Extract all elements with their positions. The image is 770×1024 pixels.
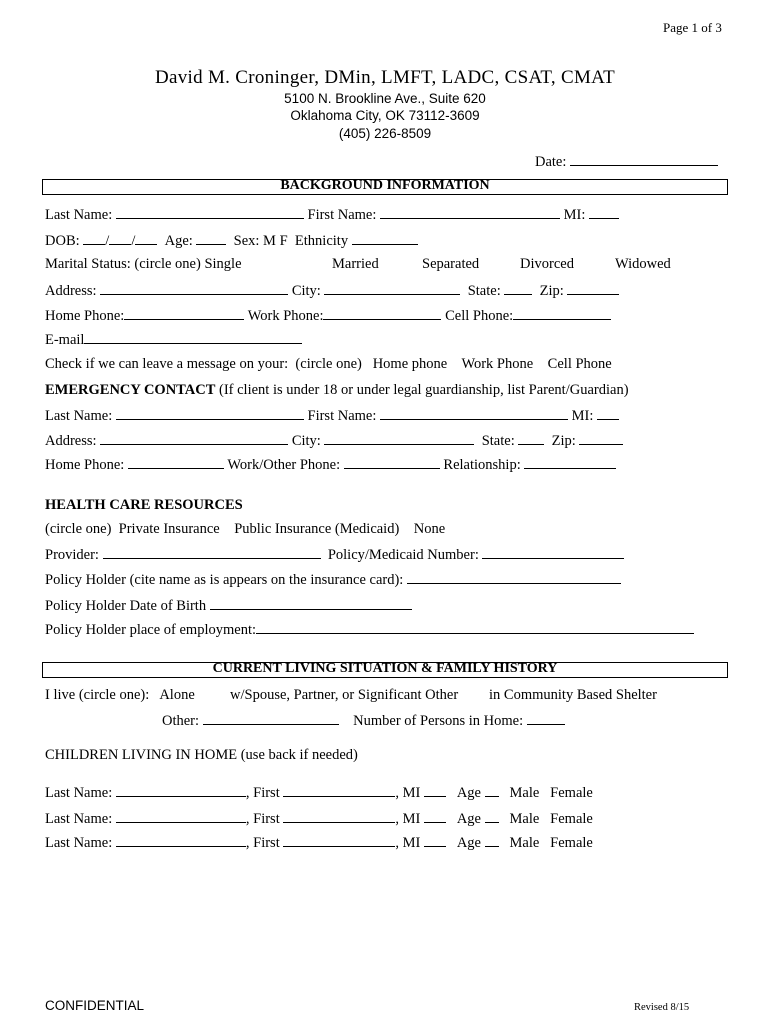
emergency-relationship-input[interactable]: [524, 456, 616, 469]
child-row: [45, 810, 593, 828]
cell-phone-label: Cell Phone:: [445, 308, 514, 324]
work-phone-input[interactable]: [323, 307, 441, 320]
cell-phone-input[interactable]: [513, 307, 611, 320]
living-other-label: Other:: [162, 713, 200, 729]
date-label: Date:: [535, 154, 567, 170]
policy-dob-input[interactable]: [210, 597, 412, 610]
emergency-title: EMERGENCY CONTACT: [45, 382, 216, 398]
provider-label: Provider:: [45, 547, 99, 563]
email-label: E-mail: [45, 332, 85, 348]
provider-row: [45, 546, 624, 564]
emergency-zip-input[interactable]: [579, 432, 623, 445]
practice-address-line1: 5100 N. Brookline Ave., Suite 620: [284, 91, 486, 106]
emergency-work-phone-input[interactable]: [344, 456, 440, 469]
revised-date: Revised 8/15: [634, 1002, 690, 1013]
child-mi-label: , MI: [395, 835, 421, 851]
home-phone-label: Home Phone:: [45, 308, 125, 324]
state-input[interactable]: [504, 282, 532, 295]
policy-holder-row: [45, 571, 621, 589]
dob-label: DOB:: [45, 233, 80, 249]
first-name-input[interactable]: [380, 206, 560, 219]
phone-row: [45, 307, 611, 325]
child-first-name-input[interactable]: [283, 810, 395, 823]
child-first-name-label: , First: [245, 785, 280, 801]
living-other-input[interactable]: [203, 712, 339, 725]
last-name-row: [45, 206, 619, 224]
child-age-label: Age: [456, 785, 481, 801]
child-first-name-label: , First: [245, 811, 280, 827]
emergency-state-input[interactable]: [518, 432, 544, 445]
child-last-name-input[interactable]: [116, 834, 246, 847]
emergency-first-name-label: First Name:: [307, 408, 377, 424]
policy-dob-label: Policy Holder Date of Birth: [45, 598, 207, 614]
child-mi-label: , MI: [395, 811, 421, 827]
emergency-home-phone-label: Home Phone:: [45, 457, 125, 473]
child-sex-options[interactable]: Male Female: [509, 785, 593, 801]
child-last-name-label: Last Name:: [45, 785, 113, 801]
child-sex-options[interactable]: Male Female: [509, 811, 593, 827]
first-name-label: First Name:: [307, 207, 377, 223]
work-phone-label: Work Phone:: [247, 308, 324, 324]
last-name-label: Last Name:: [45, 207, 113, 223]
marital-separated[interactable]: Separated: [422, 256, 480, 272]
marital-divorced[interactable]: Divorced: [520, 256, 574, 272]
dob-month-input[interactable]: [83, 232, 105, 245]
emergency-address-label: Address:: [45, 433, 97, 449]
child-last-name-input[interactable]: [116, 810, 246, 823]
ethnicity-label: Ethnicity: [294, 233, 349, 249]
age-label: Age:: [164, 233, 193, 249]
emergency-city-label: City:: [291, 433, 321, 449]
dob-slash: /: [105, 233, 110, 249]
child-mi-input[interactable]: [424, 784, 446, 797]
child-last-name-label: Last Name:: [45, 835, 113, 851]
message-preference[interactable]: Check if we can leave a message on your: (circle one) Home phone Work Phone Cell Phone: [45, 356, 612, 372]
confidential-footer: CONFIDENTIAL: [45, 998, 145, 1013]
dob-year-input[interactable]: [135, 232, 157, 245]
living-other-row: [162, 712, 565, 730]
children-title: CHILDREN LIVING IN HOME (use back if needed): [45, 747, 358, 763]
child-sex-options[interactable]: Male Female: [509, 835, 593, 851]
address-row: [45, 282, 619, 300]
ethnicity-input[interactable]: [352, 232, 418, 245]
policy-holder-label: Policy Holder (cite name as is appears on the insurance card):: [45, 572, 404, 588]
sex-options[interactable]: Sex: M F: [233, 233, 288, 249]
emergency-last-name-label: Last Name:: [45, 408, 113, 424]
emergency-note: (If client is under 18 or under legal guardianship, list Parent/Guardian): [215, 382, 629, 398]
live-shelter-option[interactable]: in Community Based Shelter: [489, 687, 657, 703]
emergency-mi-label: MI:: [571, 408, 594, 424]
child-first-name-label: , First: [245, 835, 280, 851]
child-mi-label: , MI: [395, 785, 421, 801]
emergency-mi-input[interactable]: [597, 407, 619, 420]
marital-married[interactable]: Married: [332, 256, 379, 272]
email-input[interactable]: [84, 331, 302, 344]
child-row: [45, 834, 593, 852]
emergency-last-name-input[interactable]: [116, 407, 304, 420]
zip-input[interactable]: [567, 282, 619, 295]
marital-status-label[interactable]: Marital Status: (circle one) Single: [45, 256, 242, 272]
persons-in-home-input[interactable]: [527, 712, 565, 725]
child-last-name-label: Last Name:: [45, 811, 113, 827]
child-age-input[interactable]: [485, 784, 499, 797]
policy-employment-label: Policy Holder place of employment:: [45, 622, 257, 638]
emergency-first-name-input[interactable]: [380, 407, 568, 420]
home-phone-input[interactable]: [124, 307, 244, 320]
city-input[interactable]: [324, 282, 460, 295]
living-title: CURRENT LIVING SITUATION & FAMILY HISTORY: [212, 661, 558, 676]
emergency-zip-label: Zip:: [551, 433, 576, 449]
policy-employment-row: [45, 621, 694, 639]
child-age-input[interactable]: [485, 834, 499, 847]
age-input[interactable]: [196, 232, 226, 245]
dob-slash: /: [131, 233, 136, 249]
child-first-name-input[interactable]: [283, 784, 395, 797]
practice-address-line2: Oklahoma City, OK 73112-3609: [290, 108, 480, 123]
dob-row: [45, 232, 418, 250]
date-input-line[interactable]: [570, 153, 718, 166]
email-row: [45, 331, 302, 349]
emergency-relationship-label: Relationship:: [443, 457, 521, 473]
state-label: State:: [467, 283, 501, 299]
live-spouse-option[interactable]: w/Spouse, Partner, or Significant Other: [230, 687, 459, 703]
health-title: HEALTH CARE RESOURCES: [45, 497, 243, 513]
child-mi-input[interactable]: [424, 834, 446, 847]
emergency-address-row: [45, 432, 623, 450]
emergency-header: [45, 382, 629, 399]
child-age-label: Age: [456, 835, 481, 851]
policy-employment-input[interactable]: [256, 621, 694, 634]
live-alone-option[interactable]: I live (circle one): Alone: [45, 687, 195, 703]
child-mi-input[interactable]: [424, 810, 446, 823]
provider-input[interactable]: [103, 546, 321, 559]
marital-widowed[interactable]: Widowed: [615, 256, 671, 272]
insurance-type-options[interactable]: (circle one) Private Insurance Public Insurance (Medicaid) None: [45, 521, 446, 537]
child-last-name-input[interactable]: [116, 784, 246, 797]
policy-dob-row: [45, 597, 412, 615]
date-field: [535, 153, 718, 171]
practice-phone: (405) 226-8509: [338, 126, 432, 141]
background-title: BACKGROUND INFORMATION: [280, 178, 490, 193]
child-age-input[interactable]: [485, 810, 499, 823]
emergency-home-phone-input[interactable]: [128, 456, 224, 469]
emergency-address-input[interactable]: [100, 432, 288, 445]
address-input[interactable]: [100, 282, 288, 295]
mi-input[interactable]: [589, 206, 619, 219]
emergency-phone-row: [45, 456, 616, 474]
child-row: [45, 784, 593, 802]
zip-label: Zip:: [539, 283, 564, 299]
emergency-city-input[interactable]: [324, 432, 474, 445]
emergency-name-row: [45, 407, 619, 425]
persons-in-home-label: Number of Persons in Home:: [353, 713, 524, 729]
last-name-input[interactable]: [116, 206, 304, 219]
city-label: City:: [291, 283, 321, 299]
address-label: Address:: [45, 283, 97, 299]
page-number: Page 1 of 3: [663, 20, 722, 35]
policy-number-input[interactable]: [482, 546, 624, 559]
policy-holder-input[interactable]: [407, 571, 621, 584]
practitioner-name: David M. Croninger, DMin, LMFT, LADC, CSAT, CMAT: [155, 67, 615, 88]
child-age-label: Age: [456, 811, 481, 827]
dob-day-input[interactable]: [109, 232, 131, 245]
policy-number-label: Policy/Medicaid Number:: [327, 547, 479, 563]
emergency-state-label: State:: [481, 433, 515, 449]
child-first-name-input[interactable]: [283, 834, 395, 847]
emergency-work-phone-label: Work/Other Phone:: [227, 457, 341, 473]
mi-label: MI:: [563, 207, 586, 223]
